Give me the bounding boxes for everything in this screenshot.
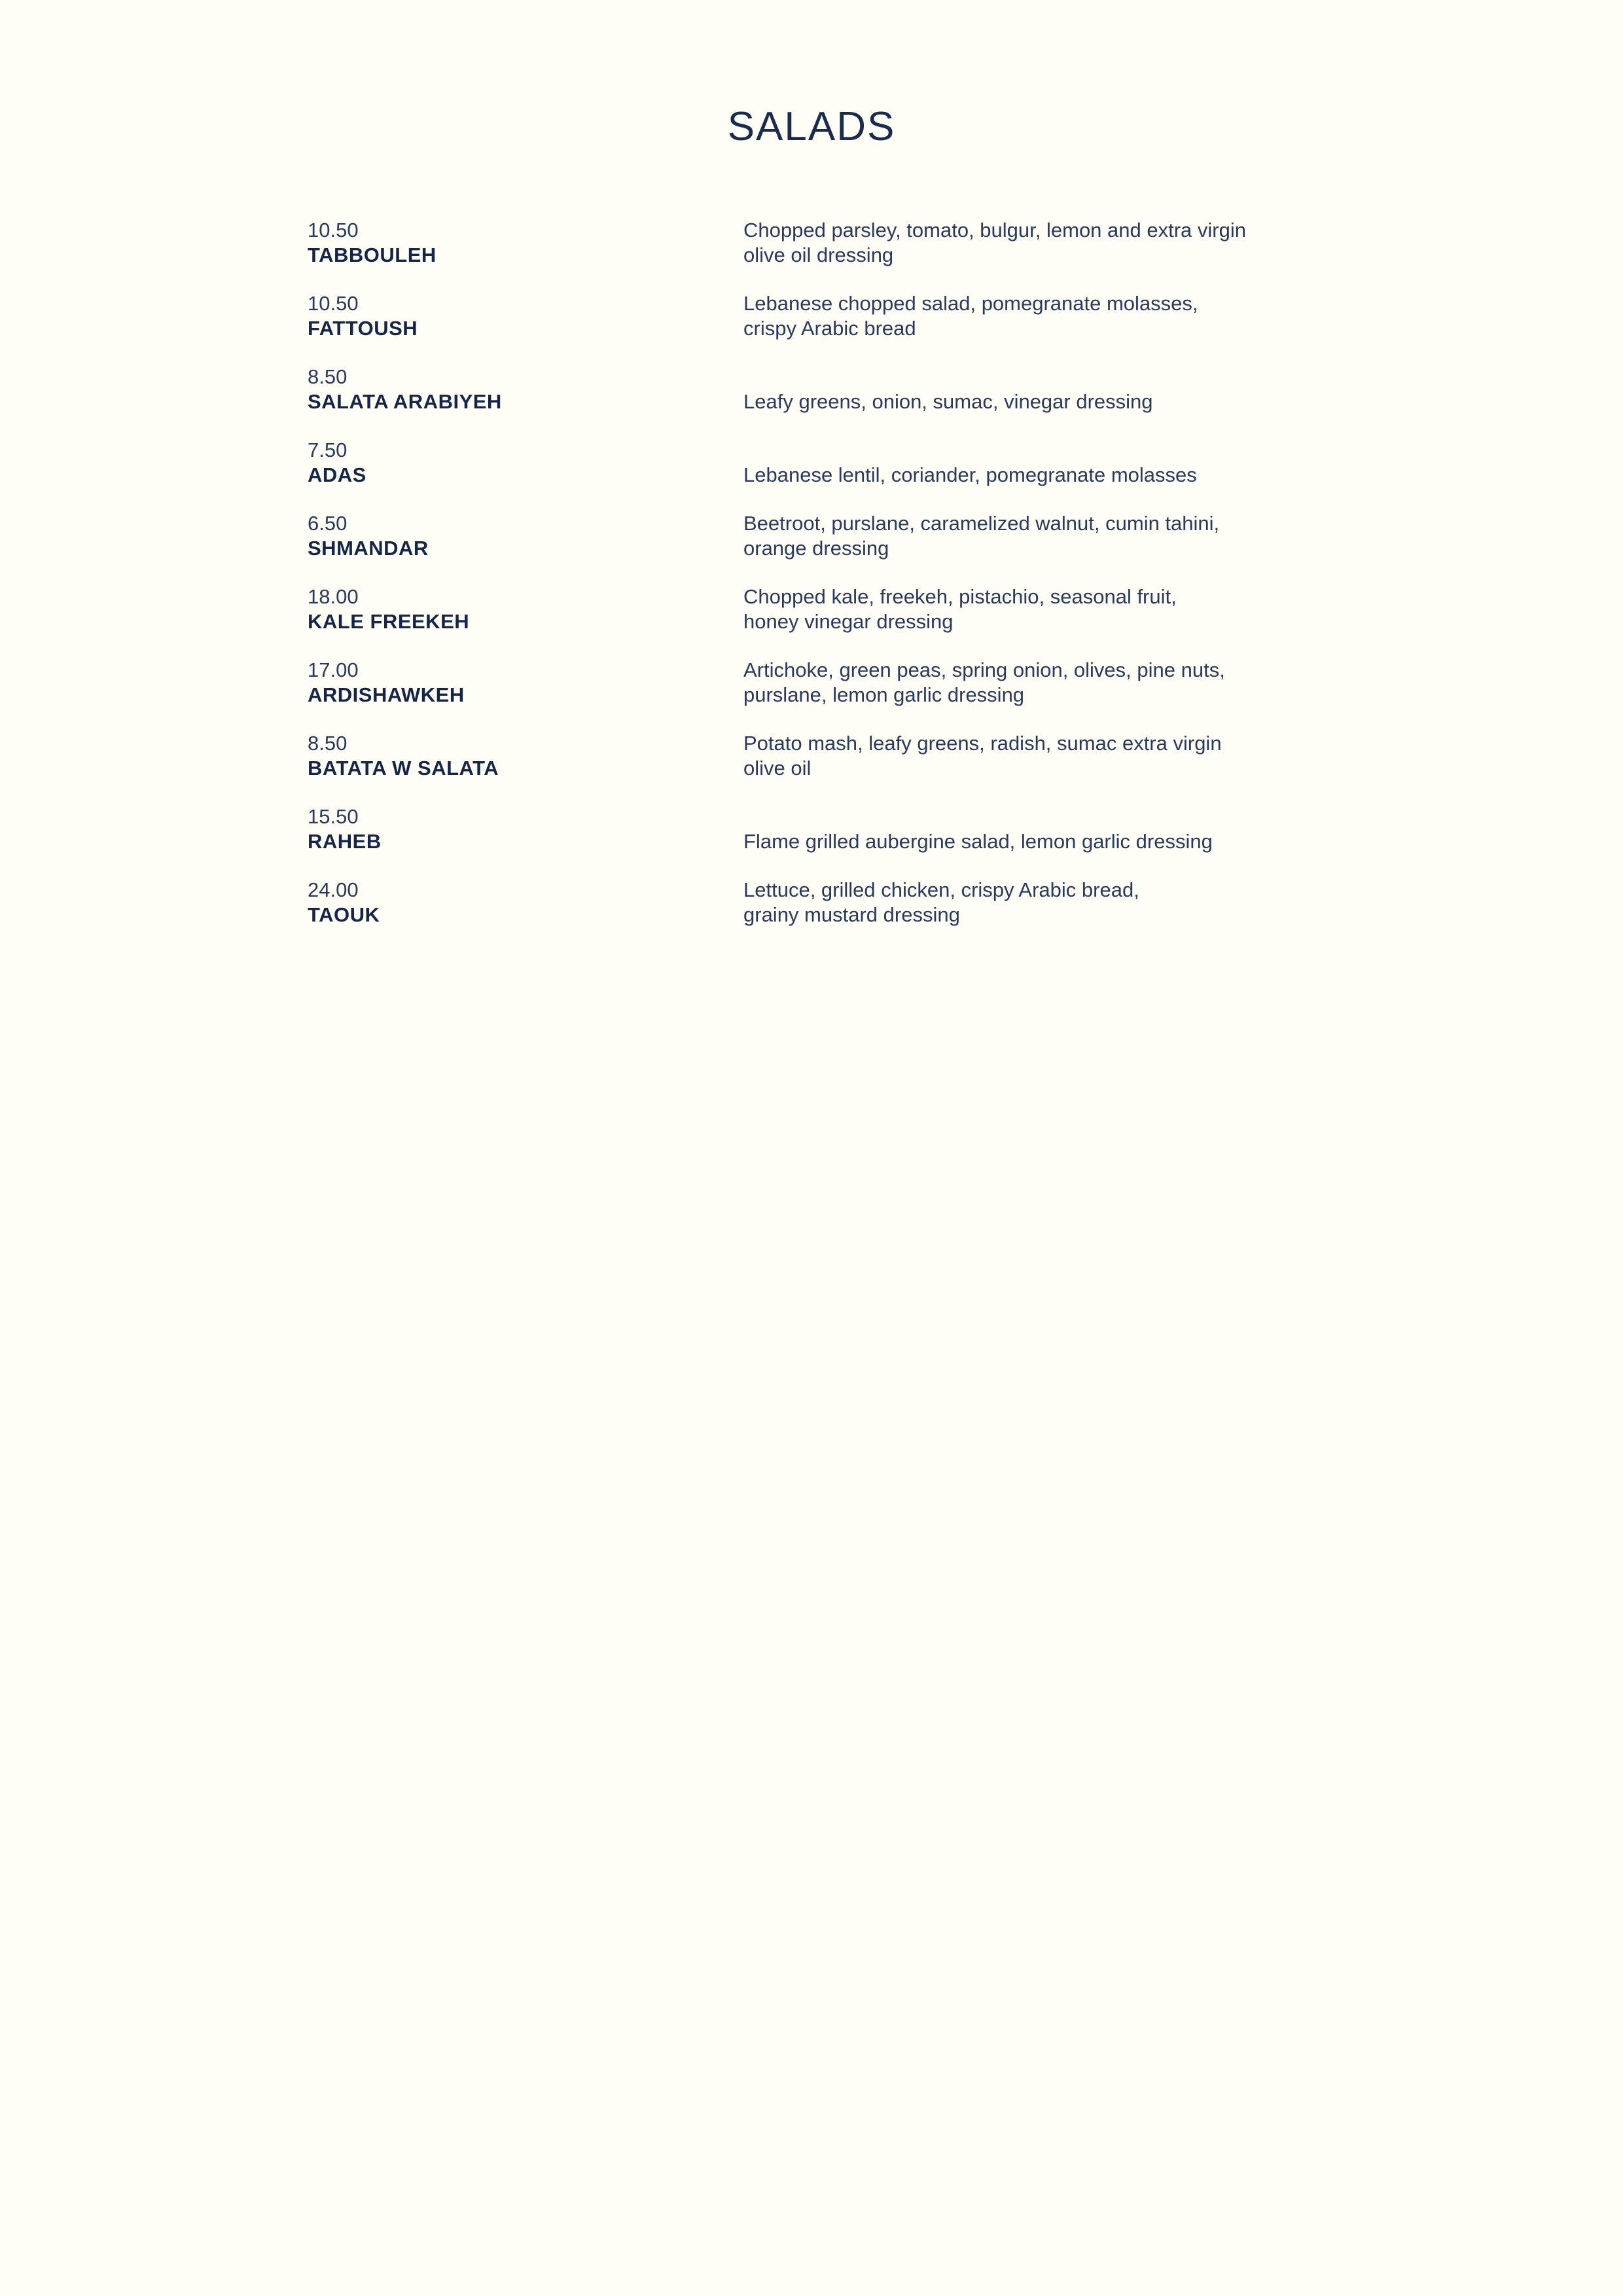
description-line: Chopped parsley, tomato, bulgur, lemon and extra virgin <box>743 219 1246 242</box>
item-name: BATATA W SALATA <box>308 757 499 780</box>
item-name: KALE FREEKEH <box>308 610 470 633</box>
item-description <box>743 218 1332 268</box>
item-left <box>308 584 726 634</box>
description-line: orange dressing <box>743 537 889 560</box>
description-line: purslane, lemon garlic dressing <box>743 683 1025 706</box>
menu-item <box>308 218 1329 291</box>
description-line: olive oil dressing <box>743 243 894 266</box>
description-line: Lettuce, grilled chicken, crispy Arabic bread, <box>743 878 1139 901</box>
menu-item <box>308 511 1329 584</box>
item-description <box>743 658 1332 708</box>
item-price: 6.50 <box>308 512 348 535</box>
description-line: Flame grilled aubergine salad, lemon garlic dressing <box>743 830 1213 853</box>
menu-item <box>308 438 1329 511</box>
item-price: 10.50 <box>308 292 359 315</box>
menu-item <box>308 658 1329 731</box>
description-line: Lebanese lentil, coriander, pomegranate molasses <box>743 463 1197 486</box>
item-price: 18.00 <box>308 585 359 608</box>
description-line: crispy Arabic bread <box>743 317 916 340</box>
item-left <box>308 804 726 854</box>
description-line: honey vinegar dressing <box>743 610 954 633</box>
item-price: 8.50 <box>308 365 348 388</box>
page-title: SALADS <box>727 103 896 149</box>
item-description <box>743 731 1332 781</box>
item-description <box>743 511 1332 561</box>
description-line: Lebanese chopped salad, pomegranate molasses, <box>743 292 1198 315</box>
item-description <box>743 878 1332 927</box>
item-left <box>308 658 726 708</box>
item-left <box>308 731 726 781</box>
description-line: Potato mash, leafy greens, radish, sumac extra virgin <box>743 732 1222 755</box>
item-left <box>308 291 726 341</box>
item-price: 7.50 <box>308 439 348 461</box>
menu-item <box>308 291 1329 365</box>
menu-list <box>308 218 1329 951</box>
item-name: ADAS <box>308 463 366 486</box>
item-price: 10.50 <box>308 219 359 242</box>
item-name: SALATA ARABIYEH <box>308 390 502 413</box>
item-price: 8.50 <box>308 732 348 755</box>
item-name: ARDISHAWKEH <box>308 683 465 706</box>
description-line: Artichoke, green peas, spring onion, olives, pine nuts, <box>743 658 1225 681</box>
item-description <box>743 829 1332 854</box>
item-name: SHMANDAR <box>308 537 429 560</box>
menu-item <box>308 365 1329 438</box>
description-line: Leafy greens, onion, sumac, vinegar dressing <box>743 390 1153 413</box>
item-description <box>743 389 1332 414</box>
description-line: Chopped kale, freekeh, pistachio, seasonal fruit, <box>743 585 1177 608</box>
item-left <box>308 365 726 414</box>
menu-item <box>308 804 1329 878</box>
item-description <box>743 291 1332 341</box>
description-line: grainy mustard dressing <box>743 903 960 926</box>
item-name: FATTOUSH <box>308 317 418 340</box>
item-left <box>308 218 726 268</box>
description-line: Beetroot, purslane, caramelized walnut, cumin tahini, <box>743 512 1220 535</box>
item-price: 17.00 <box>308 658 359 681</box>
menu-item <box>308 731 1329 804</box>
item-price: 24.00 <box>308 878 359 901</box>
item-name: RAHEB <box>308 830 382 853</box>
menu-item <box>308 584 1329 658</box>
item-price: 15.50 <box>308 805 359 828</box>
item-description <box>743 584 1332 634</box>
item-description <box>743 463 1332 488</box>
menu-item <box>308 878 1329 951</box>
item-left <box>308 878 726 927</box>
item-left <box>308 511 726 561</box>
item-name: TABBOULEH <box>308 243 437 266</box>
item-name: TAOUK <box>308 903 380 926</box>
description-line: olive oil <box>743 757 812 780</box>
item-left <box>308 438 726 488</box>
